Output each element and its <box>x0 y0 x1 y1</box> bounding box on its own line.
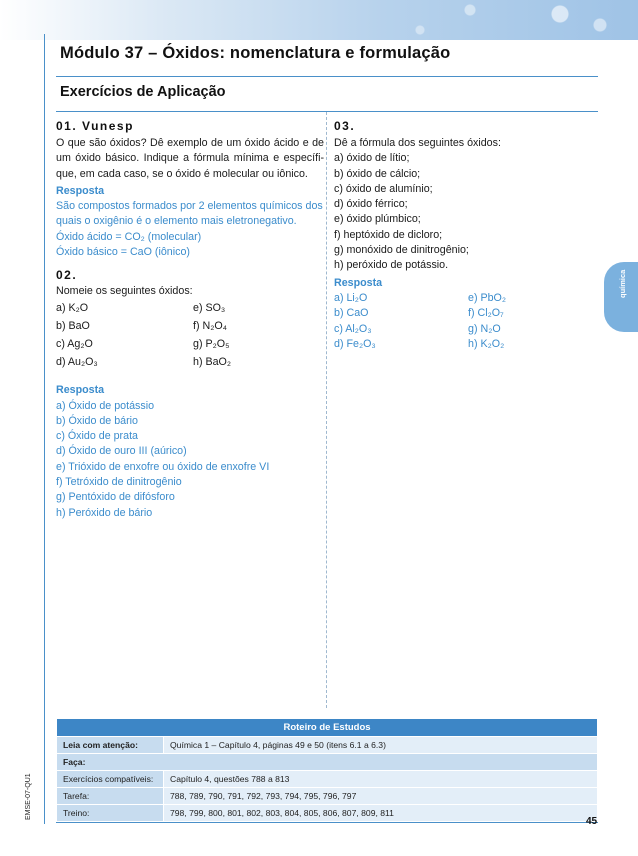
answer-acid-oxide: Óxido ácido = CO₂ (molecular) <box>56 230 202 243</box>
answer-item: e) Trióxido de enxofre ou óxido de enxofre VI <box>56 460 270 473</box>
banner-bubbles <box>0 0 638 40</box>
question-text: Nomeie os seguintes óxidos: <box>56 285 193 297</box>
practice-label: Treino: <box>57 805 164 822</box>
question-number: 03. <box>334 119 356 133</box>
subject-tab-label: química <box>618 269 627 298</box>
answer-item: b) CaO <box>334 307 369 320</box>
study-guide-title: Roteiro de Estudos <box>57 719 598 737</box>
oxide-item: f) heptóxido de dicloro; <box>334 228 443 241</box>
practice-value: 798, 799, 800, 801, 802, 803, 804, 805, 806, 807, 809, 811 <box>164 805 598 822</box>
section-divider <box>56 111 598 112</box>
oxide-item: e) SO₃ <box>193 302 226 315</box>
oxide-item: h) peróxido de potássio. <box>334 259 449 272</box>
oxide-item: g) P₂O₅ <box>193 338 230 351</box>
compatible-label: Exercícios compatíveis: <box>57 771 164 788</box>
oxide-item: a) K₂O <box>56 302 89 315</box>
oxide-item: c) Ag₂O <box>56 338 93 351</box>
oxide-item: b) BaO <box>56 320 90 333</box>
title-divider <box>56 76 598 77</box>
oxide-item: c) óxido de alumínio; <box>334 182 433 195</box>
oxide-item: d) Au₂O₃ <box>56 356 98 369</box>
column-divider <box>326 112 327 708</box>
read-value: Química 1 – Capítulo 4, páginas 49 e 50 (itens 6.1 a 6.3) <box>164 737 598 754</box>
oxide-item: b) óxido de cálcio; <box>334 167 421 180</box>
answer-item: h) Peróxido de bário <box>56 506 153 519</box>
oxide-item: e) óxido plúmbico; <box>334 213 421 226</box>
answer-item: d) Óxido de ouro III (aúrico) <box>56 445 187 458</box>
answer-item: d) Fe₂O₃ <box>334 337 376 350</box>
page-number: 45 <box>586 816 598 827</box>
answer-formulas <box>334 291 596 352</box>
answer-label: Resposta <box>56 184 105 197</box>
answer-item: e) PbO₂ <box>468 291 507 304</box>
question-03 <box>334 119 596 352</box>
answer-item: b) Óxido de bário <box>56 414 138 427</box>
question-text: Dê a fórmula dos seguintes óxidos: <box>334 137 501 149</box>
answer-item: f) Cl₂O₇ <box>468 307 504 320</box>
oxide-item: g) monóxido de dinitrogênio; <box>334 244 469 257</box>
oxide-item: f) N₂O₄ <box>193 320 228 333</box>
study-guide-table <box>56 718 598 822</box>
answer-item: h) K₂O₂ <box>468 337 505 350</box>
question-text: O que são óxidos? Dê exemplo de um óxido ácido e de um óxido básico. Indique a fórmula mínima e específi-que, em cada caso, se o óxido é molecular ou iônico. <box>56 137 324 180</box>
subject-tab <box>604 262 638 332</box>
answer-item: c) Óxido de prata <box>56 430 138 443</box>
oxide-item: a) óxido de lítio; <box>334 152 410 165</box>
header-banner <box>0 0 638 40</box>
answer-item: a) Óxido de potássio <box>56 399 155 412</box>
question-02 <box>56 268 324 521</box>
section-title: Exercícios de Aplicação <box>60 84 226 100</box>
oxide-item: d) óxido férrico; <box>334 198 408 211</box>
answer-item: c) Al₂O₃ <box>334 322 372 335</box>
answer-item: f) Tetróxido de dinitrogênio <box>56 476 182 489</box>
question-01 <box>56 119 324 260</box>
do-label: Faça: <box>57 754 598 771</box>
answer-item: g) N₂O <box>468 322 501 335</box>
compatible-value: Capítulo 4, questões 788 a 813 <box>164 771 598 788</box>
document-code: EMSE-07-QU1 <box>25 773 32 820</box>
page-title: Módulo 37 – Óxidos: nomenclatura e formulação <box>60 44 451 62</box>
left-margin-rule <box>44 34 45 824</box>
read-label: Leia com atenção: <box>57 737 164 754</box>
answer-label: Resposta <box>56 384 105 397</box>
question-number: 02. <box>56 268 78 282</box>
homework-label: Tarefa: <box>57 788 164 805</box>
answer-text: São compostos formados por 2 elementos químicos dos quais o oxigênio é o elemento mais eletronegativo. <box>56 200 323 228</box>
oxide-list <box>56 301 324 373</box>
answer-label: Resposta <box>334 276 383 289</box>
question-number: 01. Vunesp <box>56 119 134 133</box>
answer-basic-oxide: Óxido básico = CaO (iônico) <box>56 246 190 259</box>
answer-item: a) Li₂O <box>334 291 368 304</box>
answer-item: g) Pentóxido de difósforo <box>56 491 175 504</box>
homework-value: 788, 789, 790, 791, 792, 793, 794, 795, 796, 797 <box>164 788 598 805</box>
footer-divider <box>56 822 598 823</box>
oxide-item: h) BaO₂ <box>193 356 232 369</box>
